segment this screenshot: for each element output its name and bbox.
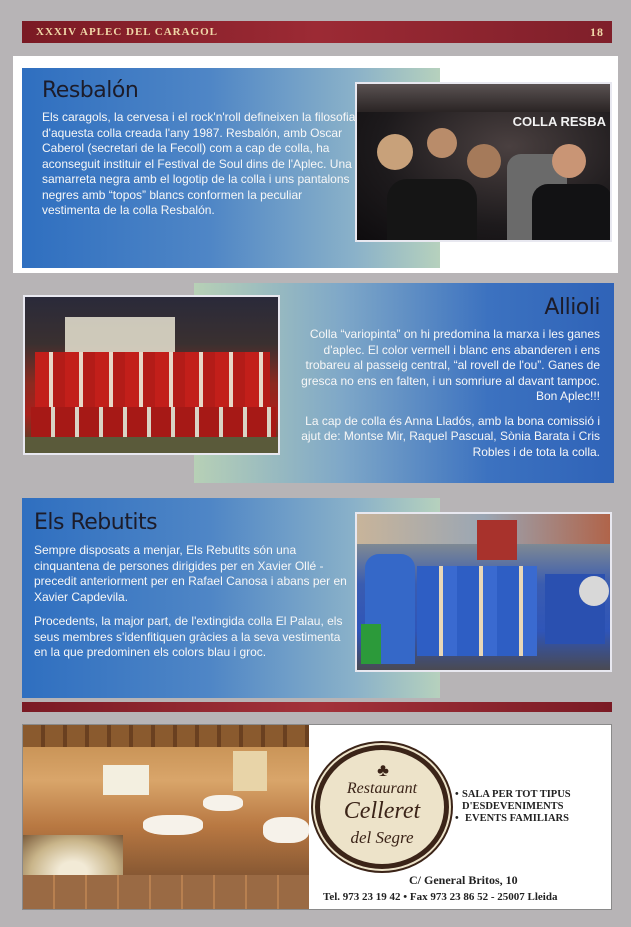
section-title: Els Rebutits [34, 510, 158, 535]
paragraph: Colla “variopinta” on hi predomina la marxa i les ganes d'aplec. El color vermell i blanc ens abanderen i ens trobareu al passeig central, “al rovell de l'ou”. Ganes de gresca no ens en falten, i un somriure al davant tampoc. Bon Aplec!!! [301, 327, 600, 403]
service-item: • SALA PER TOT TIPUS D'ESDEVENIMENTS [455, 789, 571, 812]
rebutits-photo [355, 512, 612, 672]
resbalon-photo [355, 82, 612, 242]
section-body [298, 327, 600, 469]
address: C/ General Britos, 10 [409, 873, 518, 887]
service-item: • EVENTS FAMILIARS [455, 813, 569, 824]
logo-restaurant: Restaurant [346, 780, 418, 797]
restaurant-photo [23, 725, 309, 909]
logo-celleret: Celleret [343, 798, 421, 824]
section-allioli [22, 283, 614, 483]
services-list [455, 789, 611, 825]
contact: Tel. 973 23 19 42 • Fax 973 23 86 52 - 25007 Lleida [323, 891, 558, 903]
restaurant-advertisement [22, 724, 612, 910]
section-resbalon [13, 56, 618, 273]
paragraph: Sempre disposats a menjar, Els Rebutits són una cinquantena de persones dirigides per en Xavier Ollé -precedit anteriorment per en Rafael Canosa i abans per en Xavier Capdevila. [34, 543, 347, 604]
photo-sign: COLLA RESBA [512, 114, 606, 129]
section-title: Allioli [544, 295, 600, 320]
section-rebutits [22, 498, 614, 698]
grapes-icon: ♣ [377, 760, 389, 780]
paragraph: Procedents, la major part, de l'extingida colla El Palau, els seus membres s'idenfitiquen gràcies a la seva vestimenta en la que predominen els colors blau i groc. [34, 614, 343, 659]
paragraph: La cap de colla és Anna Lladós, amb la bona comissió i ajut de: Montse Mir, Raquel Pascual, Sònia Barata i Cris Robles i de tota la colla. [301, 413, 600, 459]
divider-bar [22, 702, 612, 712]
section-body [34, 543, 356, 670]
allioli-photo [23, 295, 280, 455]
restaurant-logo [315, 745, 449, 869]
paragraph: Els caragols, la cervesa i el rock'n'roll defineixen la filosofia d'aquesta colla creada l'any 1987. Resbalón, amb Oscar Caberol (secretari de la Fecoll) com a cap de colla, ha aconseguit instituir el Festival de Soul dins de l'Aplec. Una samarreta negra amb el logotip de la colla i uns pantalons negres amb “topos” blancs conformen la peculiar vestimenta de la colla Resbalón. [42, 110, 356, 217]
page-number: 18 [590, 25, 604, 39]
publication-title: XXXIV APLEC DEL CARAGOL [36, 26, 219, 38]
logo-del-segre: del Segre [350, 828, 414, 847]
section-title: Resbalón [42, 78, 139, 103]
section-body [42, 110, 360, 228]
page-header [22, 21, 612, 43]
